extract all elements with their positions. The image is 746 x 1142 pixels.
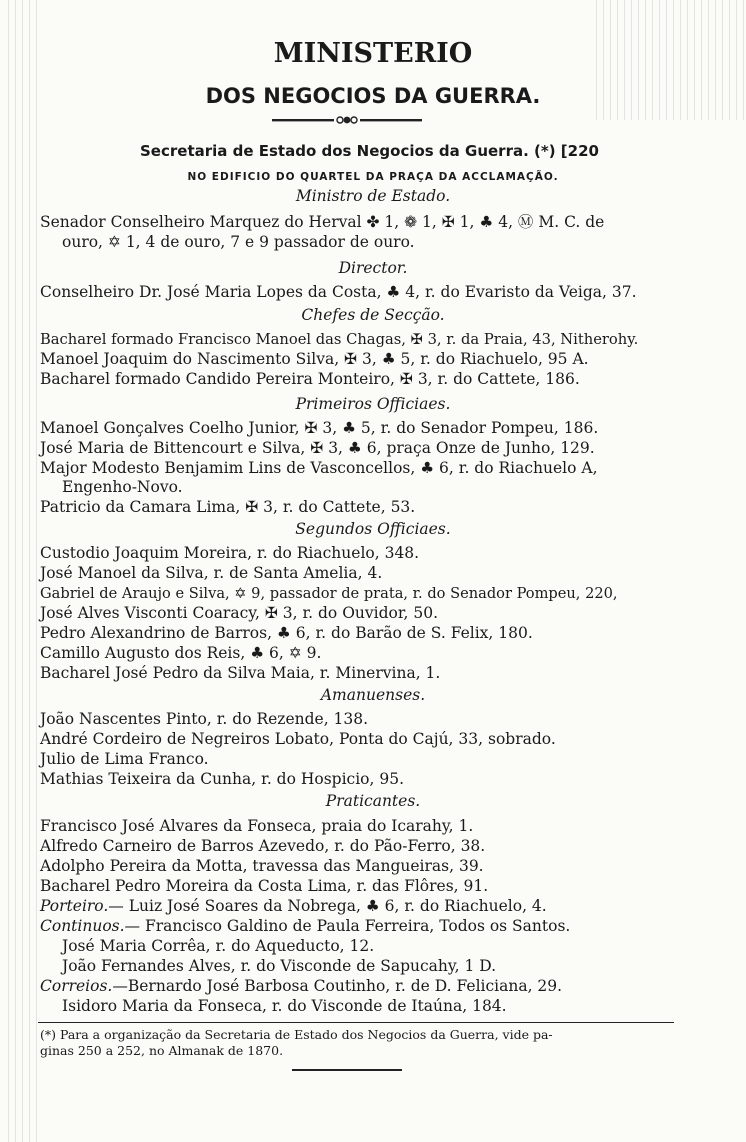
entry-continuo-2: José Maria Corrêa, r. do Aqueducto, 12.	[62, 937, 375, 955]
entry-praticante-2: Alfredo Carneiro de Barros Azevedo, r. do Pão-Ferro, 38.	[40, 837, 486, 855]
label-continuos: Continuos.	[40, 917, 125, 935]
page-subtitle: DOS NEGOCIOS DA GUERRA.	[205, 84, 541, 108]
entry-correios	[40, 977, 562, 996]
page-title: MINISTERIO	[273, 38, 473, 69]
label-porteiro: Porteiro.	[40, 897, 109, 915]
entry-segundo-4: José Alves Visconti Coaracy, ✠ 3, r. do Ouvidor, 50.	[40, 604, 439, 622]
entry-segundo-1: Custodio Joaquim Moreira, r. do Riachuelo, 348.	[40, 544, 420, 562]
text-continuos: — Francisco Galdino de Paula Ferreira, Todos os Santos.	[124, 917, 571, 935]
entry-praticante-1: Francisco José Alvares da Fonseca, praia do Icarahy, 1.	[40, 817, 474, 835]
entry-amanuense-1: João Nascentes Pinto, r. do Rezende, 138.	[40, 710, 369, 728]
heading-chefes: Chefes de Secção.	[301, 306, 445, 324]
entry-continuos	[40, 917, 570, 936]
entry-segundo-3: Gabriel de Araujo e Silva, ✡ 9, passador de prata, r. do Senador Pompeu, 220,	[40, 585, 618, 602]
entry-segundo-5: Pedro Alexandrino de Barros, ♣ 6, r. do Barão de S. Felix, 180.	[40, 624, 533, 642]
entry-continuo-3: João Fernandes Alves, r. do Visconde de Sapucahy, 1 D.	[62, 957, 497, 975]
entry-segundo-2: José Manoel da Silva, r. de Santa Amelia, 4.	[40, 564, 383, 582]
entry-chefe-1: Bacharel formado Francisco Manoel das Chagas, ✠ 3, r. da Praia, 43, Nitherohy.	[40, 331, 639, 348]
heading-ministro: Ministro de Estado.	[295, 187, 451, 205]
entry-chefe-3: Bacharel formado Candido Pereira Monteiro, ✠ 3, r. do Cattete, 186.	[40, 370, 580, 388]
entry-segundo-6: Camillo Augusto dos Reis, ♣ 6, ✡ 9.	[40, 644, 322, 662]
entry-primeiro-2: José Maria de Bittencourt e Silva, ✠ 3, ♣ 6, praça Onze de Junho, 129.	[40, 439, 595, 457]
entry-praticante-3: Adolpho Pereira da Motta, travessa das Mangueiras, 39.	[40, 857, 484, 875]
entry-amanuense-2: André Cordeiro de Negreiros Lobato, Ponta do Cajú, 33, sobrado.	[40, 730, 556, 748]
entry-ministro-1: Senador Conselheiro Marquez do Herval ✤ 1, ❁ 1, ✠ 1, ♣ 4, Ⓜ M. C. de	[40, 213, 605, 231]
heading-director: Director.	[338, 259, 408, 277]
label-correios: Correios.	[40, 977, 113, 995]
entry-ministro-2: ouro, ✡ 1, 4 de ouro, 7 e 9 passador de ouro.	[62, 233, 415, 251]
entry-praticante-4: Bacharel Pedro Moreira da Costa Lima, r. das Flôres, 91.	[40, 877, 489, 895]
entry-primeiro-3: Major Modesto Benjamim Lins de Vasconcellos, ♣ 6, r. do Riachuelo A,	[40, 459, 598, 477]
entry-correio-2: Isidoro Maria da Fonseca, r. do Visconde de Itaúna, 184.	[62, 997, 507, 1015]
footnote-line-2: ginas 250 a 252, no Almanak de 1870.	[40, 1043, 284, 1058]
entry-primeiro-4: Patricio da Camara Lima, ✠ 3, r. do Cattete, 53.	[40, 498, 416, 516]
entry-amanuense-4: Mathias Teixeira da Cunha, r. do Hospicio, 95.	[40, 770, 405, 788]
entry-primeiro-1: Manoel Gonçalves Coelho Junior, ✠ 3, ♣ 5, r. do Senador Pompeu, 186.	[40, 419, 599, 437]
section-heading: Secretaria de Estado dos Negocios da Guerra. (*) [220	[140, 142, 599, 160]
entry-segundo-7: Bacharel José Pedro da Silva Maia, r. Minervina, 1.	[40, 664, 441, 682]
end-rule	[292, 1069, 402, 1071]
text-correios: —Bernardo José Barbosa Coutinho, r. de D. Feliciana, 29.	[112, 977, 563, 995]
entry-porteiro	[40, 897, 547, 916]
heading-praticantes: Praticantes.	[325, 792, 421, 810]
text-porteiro: — Luiz José Soares da Nobrega, ♣ 6, r. do Riachuelo, 4.	[108, 897, 547, 915]
entry-primeiro-3-cont: Engenho-Novo.	[62, 478, 183, 496]
ornament-rule-icon	[272, 115, 422, 125]
entry-director: Conselheiro Dr. José Maria Lopes da Costa, ♣ 4, r. do Evaristo da Veiga, 37.	[40, 283, 637, 301]
section-address: NO EDIFICIO DO QUARTEL DA PRAÇA DA ACCLAMAÇÃO.	[187, 171, 559, 183]
footnote-line-1: (*) Para a organização da Secretaria de Estado dos Negocios da Guerra, vide pa-	[40, 1027, 553, 1042]
heading-primeiros: Primeiros Officiaes.	[295, 395, 451, 413]
heading-segundos: Segundos Officiaes.	[295, 520, 451, 538]
heading-amanuenses: Amanuenses.	[320, 686, 426, 704]
entry-amanuense-3: Julio de Lima Franco.	[40, 750, 209, 768]
footnote-divider	[38, 1022, 674, 1023]
entry-chefe-2: Manoel Joaquim do Nascimento Silva, ✠ 3, ♣ 5, r. do Riachuelo, 95 A.	[40, 350, 589, 368]
